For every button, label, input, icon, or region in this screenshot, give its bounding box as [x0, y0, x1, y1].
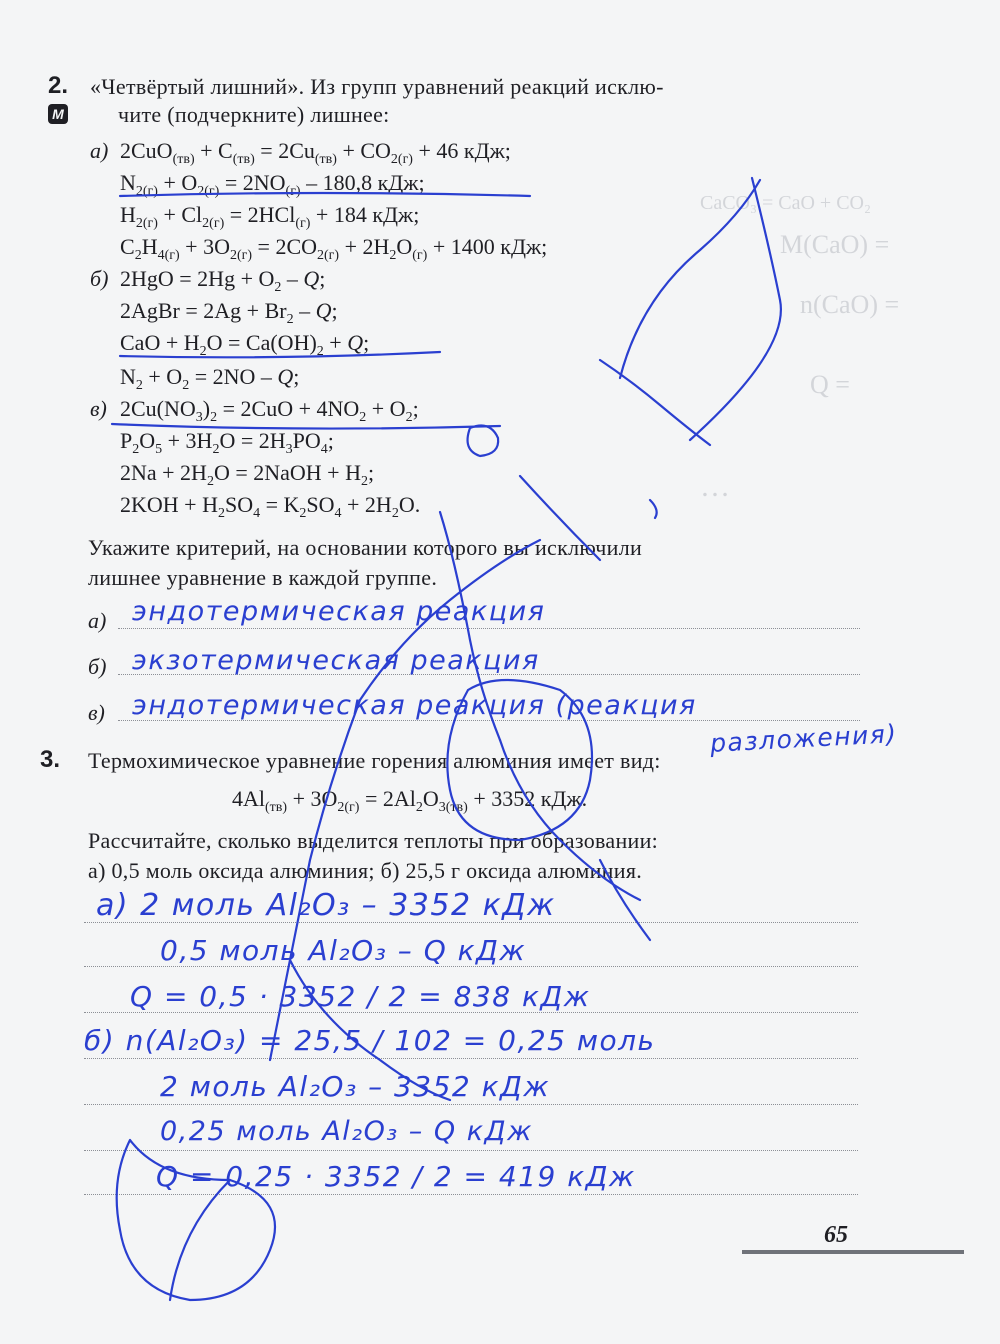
answer-label: б): [88, 654, 107, 679]
pen-scribble: [690, 178, 781, 440]
equation: $2Na + 2H_2O$ = 2NaOH + $H_2$;: [120, 460, 375, 489]
handwritten-solution: 2 моль Al₂O₃ – 3352 кДж: [160, 1070, 551, 1103]
group-label: а): [90, 138, 109, 163]
task-number: 3.: [40, 746, 61, 773]
task-text: Термохимическое уравнение горения алюминия имеет вид:: [88, 748, 661, 773]
equation: $N_2 + O_2 = 2NO - Q$;: [120, 364, 300, 393]
task-number: 2.: [48, 72, 69, 99]
equation: $2CuO_{(тв)} + C_{(тв)} = 2Cu_{(тв)} + CO_{2(г)} + 46$ кДж;: [120, 138, 511, 167]
pen-scribble: [290, 960, 450, 1100]
equation: $2KOH + H_2SO_4 = K_2SO_4 + 2H_2O$.: [120, 492, 421, 521]
pen-scribble: [650, 500, 657, 518]
bleed-through-text: n(CaO) =: [800, 290, 900, 319]
bleed-through-text: CaCO₃ = CaO + CO₂: [700, 192, 871, 214]
handwritten-answer: разложения): [709, 719, 899, 758]
pen-scribble: [520, 476, 600, 560]
task-text: Рассчитайте, сколько выделится теплоты при образовании:: [88, 828, 659, 853]
bleed-through-text: Q =: [810, 370, 850, 399]
answer-label: в): [88, 700, 105, 725]
underline-stroke: [120, 193, 530, 196]
underline-stroke: [120, 352, 440, 357]
handwritten-answer: эндотермическая реакция: [132, 596, 546, 627]
pen-scribble: [468, 426, 499, 456]
handwritten-solution: 0,25 моль Al₂O₃ – Q кДж: [160, 1116, 533, 1147]
equation: $C_2H_{4(г)} + 3O_{2(г)} = 2CO_{2(г)} + 2H_2O_{(г)} + 1400$ кДж;: [120, 234, 548, 263]
pen-scribble: [600, 360, 710, 445]
handwritten-answer: экзотермическая реакция: [132, 645, 540, 676]
bleed-through-text: …: [700, 470, 730, 503]
equation: $P_2O_5 + 3H_2O = 2H_3PO_4$;: [120, 428, 334, 457]
pen-scribble: [270, 700, 360, 1060]
handwritten-answer: эндотермическая реакция (реакция: [132, 690, 697, 721]
handwritten-solution: 0,5 моль Al₂O₃ – Q кДж: [160, 934, 527, 967]
task-text: а) 0,5 моль оксида алюминия; б) 25,5 г оксида алюминия.: [88, 858, 643, 883]
pen-scribble: [500, 740, 640, 900]
handwritten-solution: Q = 0,5 · 3352 / 2 = 838 кДж: [130, 980, 591, 1013]
pen-scribble: [620, 180, 760, 378]
group-label: в): [90, 396, 107, 421]
equation: $N_{2(г)} + O_{2(г)} = 2NO_{(г)} - 180,8$ кДж;: [120, 170, 425, 199]
difficulty-badge-icon: M: [48, 104, 68, 124]
underline-stroke: [112, 424, 500, 429]
equation: $4Al_{(тв)} + 3O_{2(г)} = 2Al_2O_{3(тв)} + 3352$ кДж.: [232, 786, 588, 815]
pen-scribble: [447, 680, 592, 840]
bleed-through-text: M(CaO) =: [780, 230, 890, 259]
handwritten-solution: Q = 0,25 · 3352 / 2 = 419 кДж: [156, 1160, 636, 1193]
pen-scribble: [117, 1140, 275, 1300]
pen-scribble: [440, 512, 500, 740]
handwritten-solution: б) n(Al₂O₃) = 25,5 / 102 = 0,25 моль: [84, 1024, 656, 1057]
pen-scribble: [600, 860, 650, 940]
equation: $2HgO = 2Hg + O_2 - Q$;: [120, 266, 326, 295]
pen-scribble: [170, 1180, 230, 1300]
equation: 2AgBr = $2Ag + Br_2 - Q$;: [120, 298, 338, 327]
question-text: лишнее уравнение в каждой группе.: [88, 565, 438, 590]
answer-label: а): [88, 608, 107, 633]
task-title: «Четвёртый лишний». Из групп уравнений реакций исклю-: [90, 74, 664, 99]
pen-scribble: [360, 540, 540, 700]
task-title: чите (подчеркните) лишнее:: [118, 102, 390, 127]
group-label: б): [90, 266, 109, 291]
handwritten-solution: а) 2 моль Al₂O₃ – 3352 кДж: [96, 888, 556, 923]
equation: $H_{2(г)} + Cl_{2(г)} = 2HCl_{(г)} + 184$ кДж;: [120, 202, 420, 231]
equation: CaO + $H_2O = Ca(OH)_2 + Q$;: [120, 330, 370, 359]
equation: $2Cu(NO_3)_2 = 2CuO + 4NO_2 + O_2$;: [120, 396, 419, 425]
page-number: 65: [824, 1222, 848, 1248]
question-text: Укажите критерий, на основании которого вы исключили: [88, 535, 643, 560]
